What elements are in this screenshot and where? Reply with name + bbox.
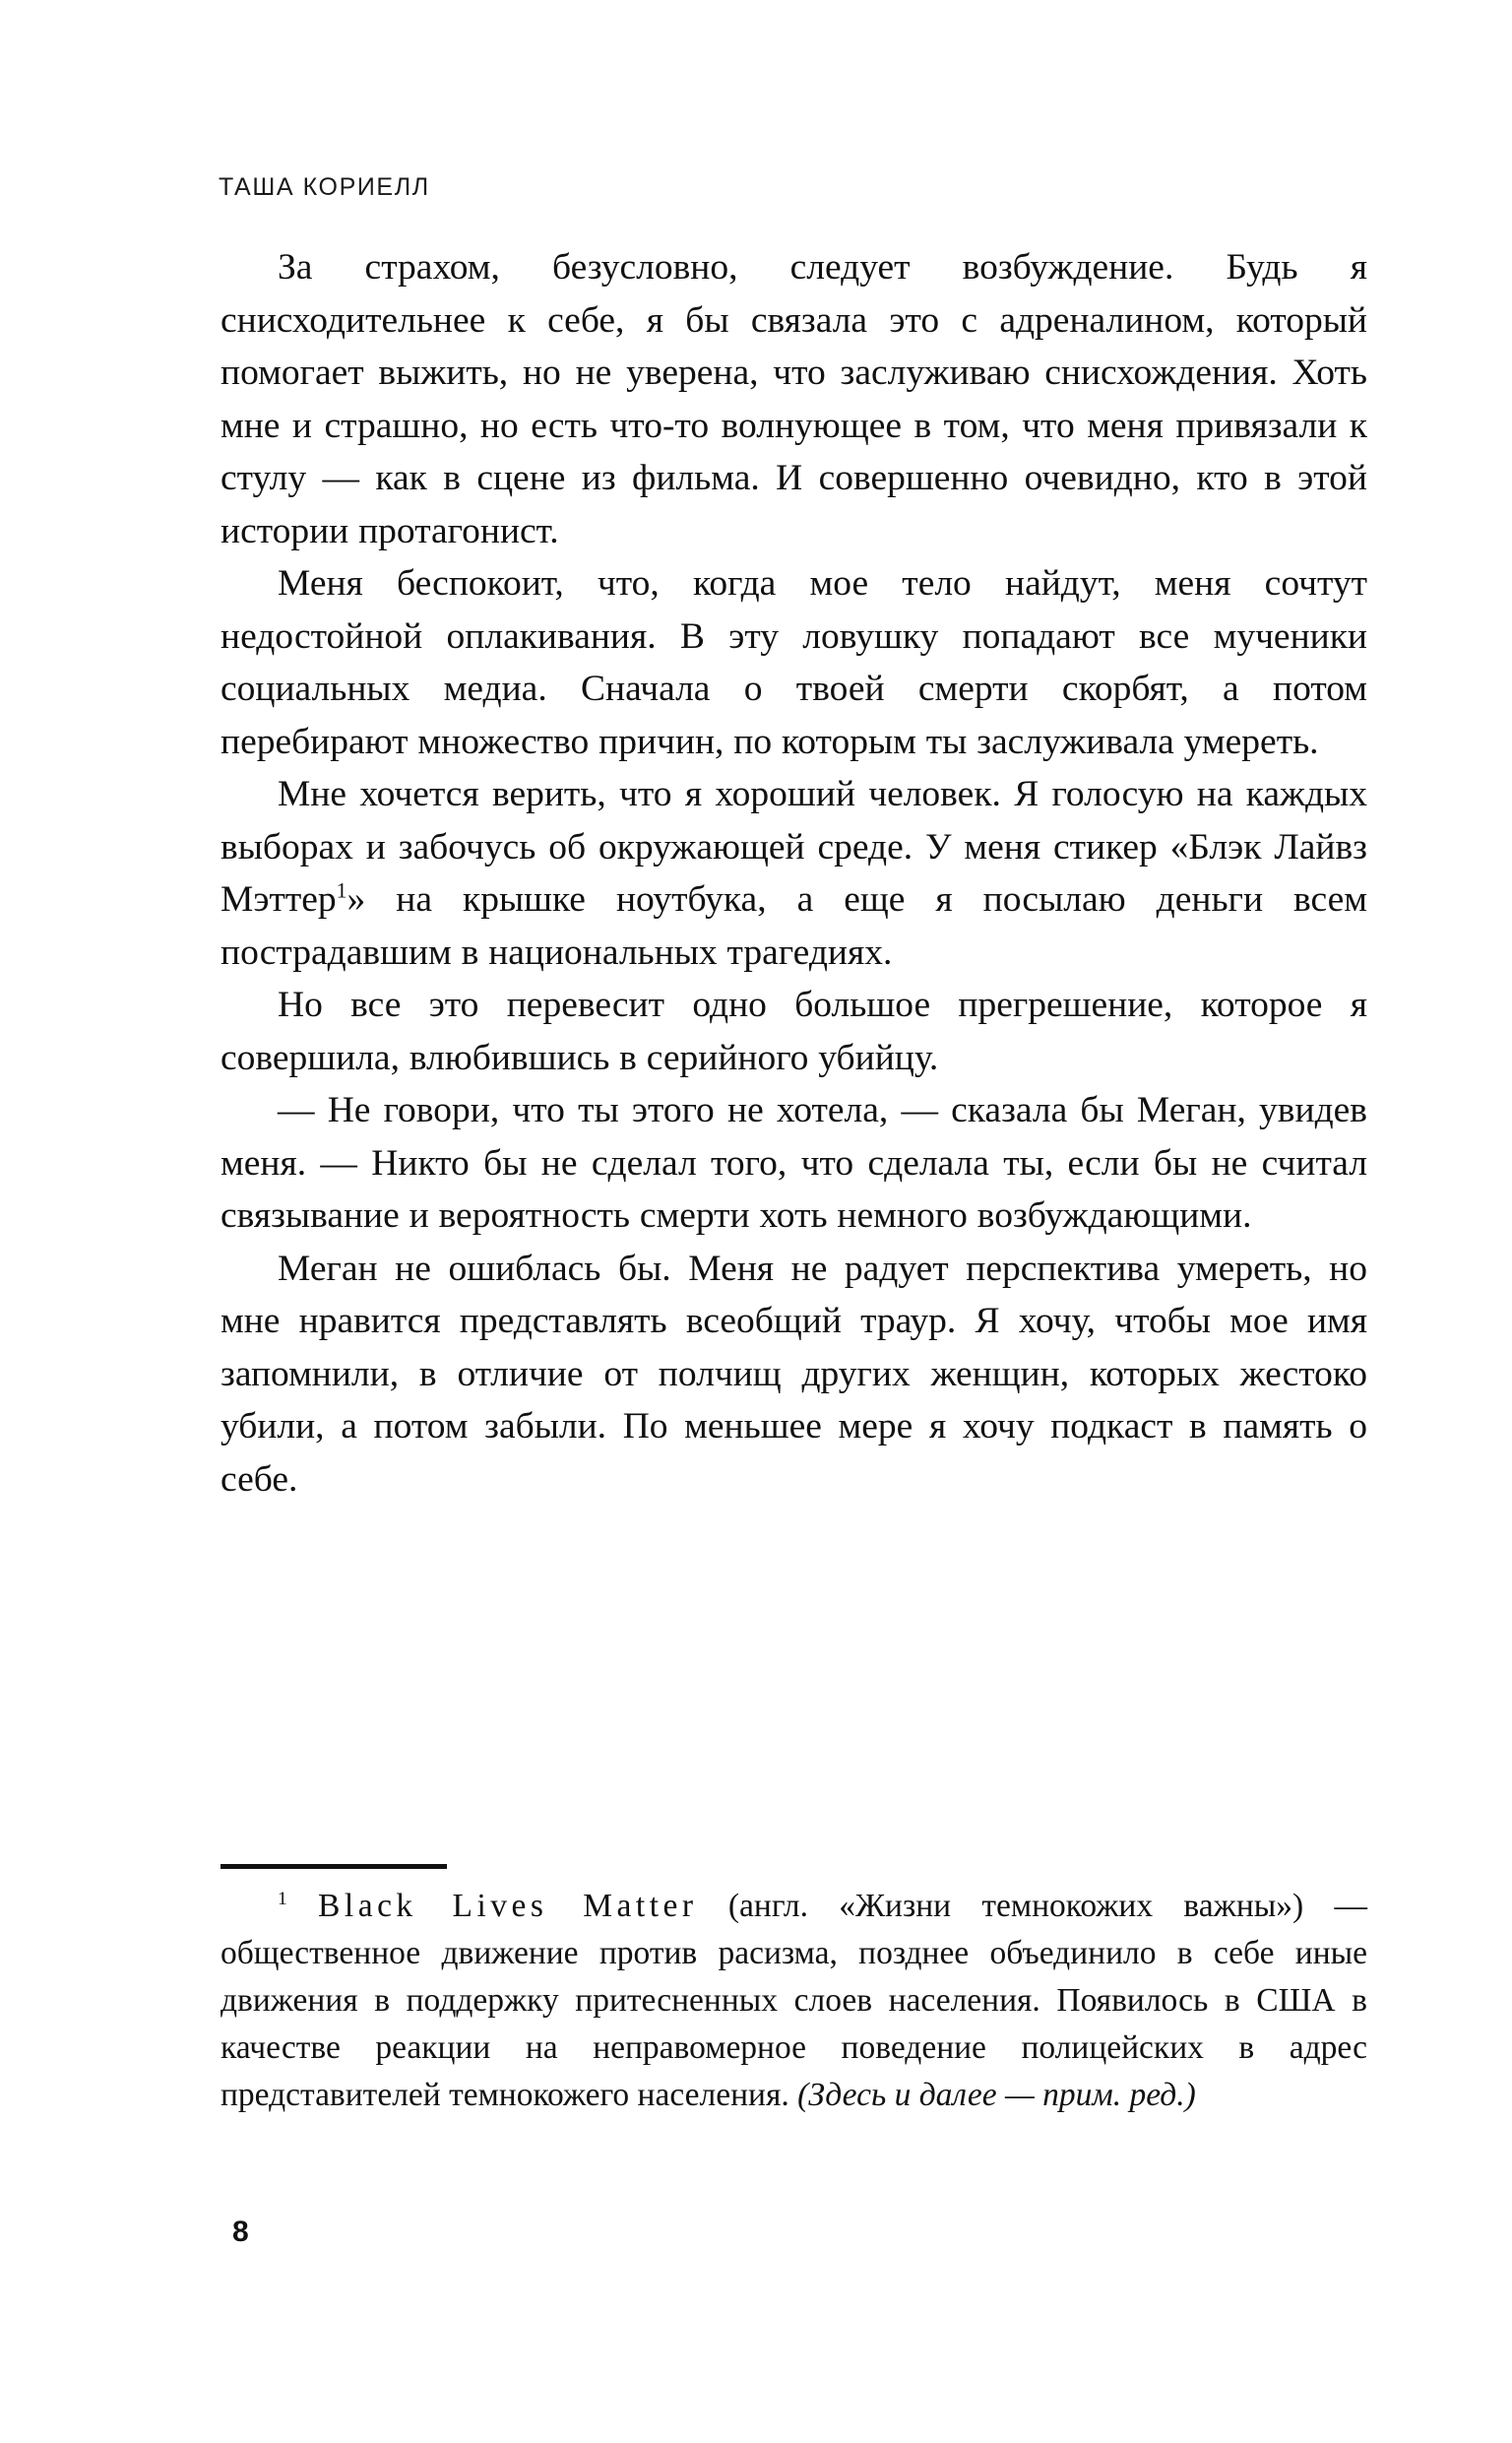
footnote-text [220, 1883, 1367, 2119]
body-paragraph-5-dialogue: — Не говори, что ты этого не хотела, — сказала бы Меган, увидев меня. — Никто бы не сделал того, что сделала ты, если бы не считал связывание и вероятность смерти хоть немного возбуждающими. [220, 1090, 1367, 1236]
body-text-column [220, 241, 1367, 1506]
footnote-block [220, 1864, 1367, 2119]
footnote-par-text-before: Мне хочется верить, что я хороший человек. Я голосую на каждых выборах и забочусь об окружающей среде. У меня стикер «Блэк Лайвз Мэттер [220, 774, 1367, 920]
body-paragraph-3-with-footnote [220, 768, 1367, 979]
body-paragraph-4: Но все это перевесит одно большое прегрешение, которое я совершила, влюбившись в серийного убийцу. [220, 985, 1367, 1078]
footnote-term: Black Lives Matter [318, 1888, 698, 1924]
footnote-definition: (англ. «Жизни темнокожих важны») — общественное движение против расизма, позднее объединило в себе иные движения в поддержку притесненных слоев населения. Появилось в США в качестве реакции на неправомерное поведение полицейских в адрес представителей темнокожего населения. [220, 1888, 1367, 2113]
footnote-editor-note: (Здесь и далее — прим. ред.) [797, 2077, 1196, 2113]
footnote-par-text-after: » на крышке ноутбука, а еще я посылаю деньги всем пострадавшим в национальных трагедиях. [220, 879, 1367, 973]
body-paragraph-6: Меган не ошиблась бы. Меня не радует перспектива умереть, но мне нравится представлять всеобщий траур. Я хочу, чтобы мое имя запомнили, в отличие от полчищ других женщин, которых жестоко убили, а потом забыли. По меньшее мере я хочу подкаст в память о себе. [220, 1248, 1367, 1500]
page-number: 8 [232, 2216, 249, 2248]
body-paragraph-1: За страхом, безусловно, следует возбуждение. Будь я снисходительнее к себе, я бы связала это с адреналином, который помогает выжить, но не уверена, что заслуживаю снисхождения. Хоть мне и страшно, но есть что-то волнующее в том, что меня привязали к стулу — как в сцене из фильма. И совершенно очевидно, кто в этой истории протагонист. [220, 247, 1367, 551]
footnote-number: 1 [278, 1888, 287, 1909]
running-head: ТАША КОРИЕЛЛ [219, 173, 430, 201]
body-paragraph-2: Меня беспокоит, что, когда мое тело найдут, меня сочтут недостойной оплакивания. В эту ловушку попадают все мученики социальных медиа. Сначала о твоей смерти скорбят, а потом перебирают множество причин, по которым ты заслуживала умереть. [220, 563, 1367, 762]
footnote-separator-rule [220, 1864, 447, 1869]
footnote-reference-marker[interactable]: 1 [336, 878, 347, 903]
